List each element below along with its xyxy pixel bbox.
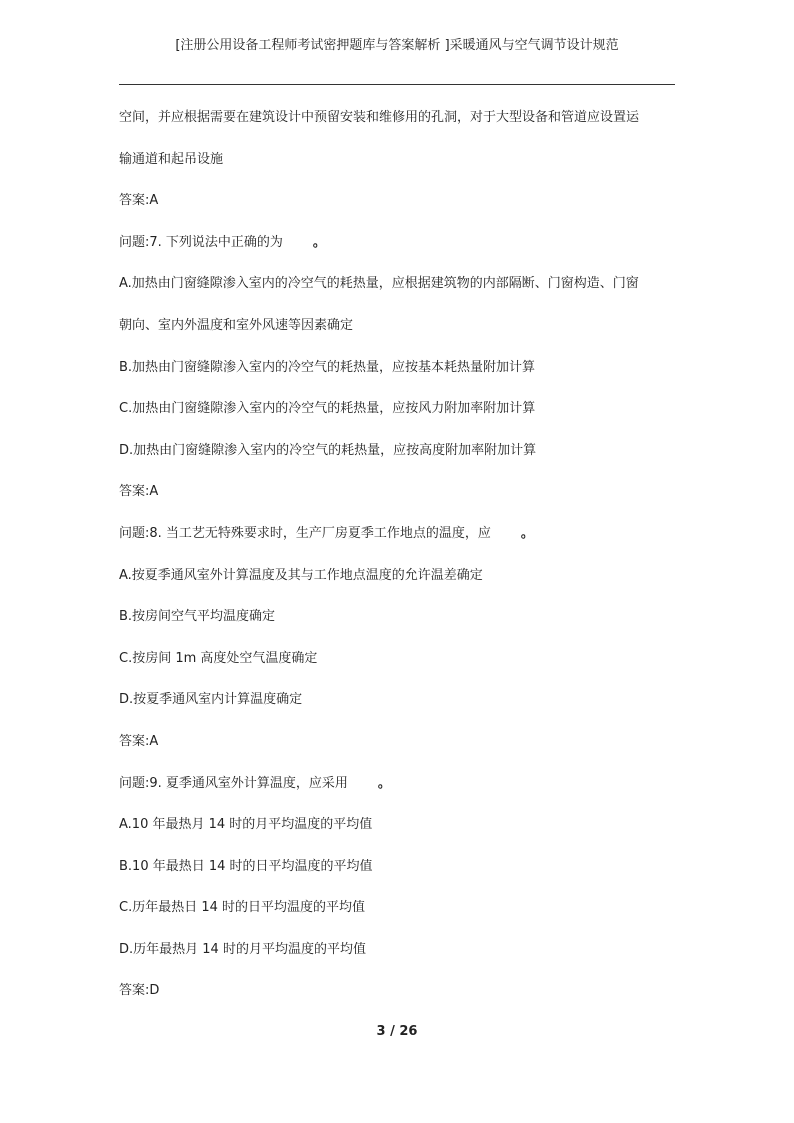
question-8-text: 问题:8. 当工艺无特殊要求时，生产厂房夏季工作地点的温度，应 — [119, 525, 491, 541]
question-9-option-c: C.历年最热日 14 时的日平均温度的平均值 — [119, 900, 366, 916]
question-7-stem — [119, 233, 679, 253]
question-7-blank-dot: 。 — [312, 234, 326, 250]
question-7-option-b: B.加热由门窗缝隙渗入室内的冷空气的耗热量，应按基本耗热量附加计算 — [119, 359, 536, 375]
question-8-blank-dot: 。 — [520, 525, 534, 541]
header-divider — [119, 84, 675, 85]
page-header-title: [注册公用设备工程师考试密押题库与答案解析 ]采暖通风与空气调节设计规范 — [175, 38, 619, 53]
question-8-option-d: D.按夏季通风室内计算温度确定 — [119, 692, 303, 708]
question-8-answer: 答案:A — [119, 733, 159, 749]
page-number: 3 / 26 — [376, 1024, 418, 1039]
question-8-option-c: C.按房间 1m 高度处空气温度确定 — [119, 650, 318, 666]
previous-answer: 答案:A — [119, 193, 159, 209]
question-9-option-d: D.历年最热月 14 时的月平均温度的平均值 — [119, 941, 366, 957]
document-body — [119, 108, 679, 1001]
question-9-option-b: B.10 年最热日 14 时的日平均温度的平均值 — [119, 858, 373, 874]
question-7-option-c: C.加热由门窗缝隙渗入室内的冷空气的耗热量，应按风力附加率附加计算 — [119, 401, 536, 417]
question-9-blank-dot: 。 — [377, 775, 391, 791]
question-7-option-d: D.加热由门窗缝隙渗入室内的冷空气的耗热量，应按高度附加率附加计算 — [119, 442, 537, 458]
question-7-option-a-cont: 朝向、室内外温度和室外风速等因素确定 — [119, 317, 354, 333]
continuation-line-1: 空间，并应根据需要在建筑设计中预留安装和维修用的孔洞，对于大型设备和管道应设置运 — [119, 110, 640, 125]
question-7-option-a: A.加热由门窗缝隙渗入室内的冷空气的耗热量，应根据建筑物的内部隔断、门窗构造、门窗 — [119, 276, 639, 292]
continuation-line-2: 输通道和起吊设施 — [119, 151, 224, 167]
question-8-option-b: B.按房间空气平均温度确定 — [119, 609, 276, 625]
question-9-text: 问题:9. 夏季通风室外计算温度，应采用 — [119, 775, 348, 791]
question-9-answer: 答案:D — [119, 983, 160, 999]
question-8-option-a: A.按夏季通风室外计算温度及其与工作地点温度的允许温差确定 — [119, 567, 483, 583]
question-9-stem — [119, 774, 679, 794]
question-9-option-a: A.10 年最热月 14 时的月平均温度的平均值 — [119, 817, 373, 833]
question-8-stem — [119, 524, 679, 544]
question-7-text: 问题:7. 下列说法中正确的为 — [119, 234, 283, 250]
question-7-answer: 答案:A — [119, 484, 159, 500]
